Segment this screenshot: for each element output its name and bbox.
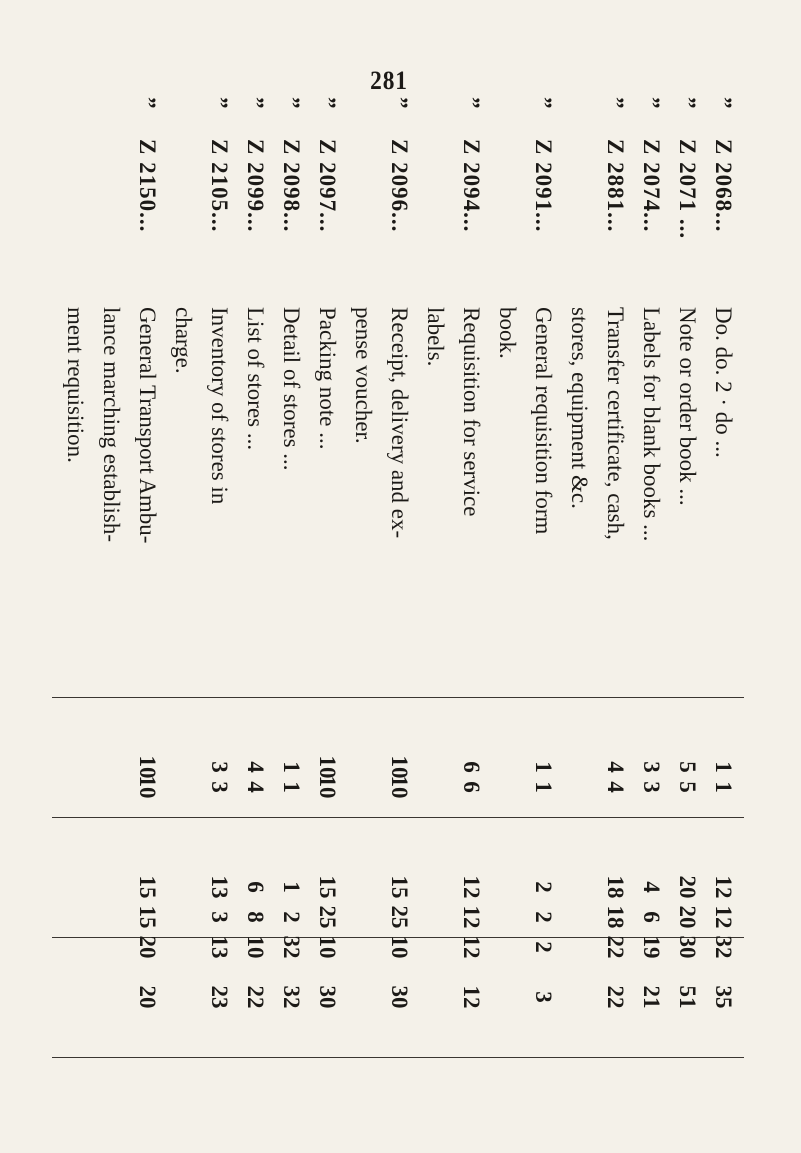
value-col-5: 10 — [387, 935, 412, 959]
value-col-1: 10 — [315, 755, 340, 779]
value-col-2: 10 — [135, 775, 160, 799]
form-number: Z 2096... — [387, 139, 412, 233]
value-col-4: 25 — [315, 905, 340, 929]
ditto-mark: ” — [639, 97, 664, 109]
value-col-3: 15 — [315, 875, 340, 899]
item-description: Transfer certificate, cash, — [603, 307, 628, 540]
item-description: Requisition for service — [459, 307, 484, 517]
form-number: Z 2105... — [207, 139, 232, 233]
value-col-5: 10 — [315, 935, 340, 959]
value-col-6: 51 — [675, 985, 700, 1009]
value-col-6: 12 — [459, 985, 484, 1009]
value-col-4: 2 — [279, 911, 304, 923]
value-col-2: 10 — [387, 775, 412, 799]
value-col-3: 2 — [531, 881, 556, 893]
ditto-mark: ” — [459, 97, 484, 109]
ditto-mark: ” — [279, 97, 304, 109]
value-col-2: 1 — [711, 781, 736, 793]
item-description: Labels for blank books ... — [639, 307, 664, 542]
value-col-6: 32 — [279, 985, 304, 1009]
value-col-3: 4 — [639, 881, 664, 893]
form-number: Z 2091... — [531, 139, 556, 233]
item-description: labels. — [423, 307, 448, 367]
item-description: lance marching establish- — [99, 307, 124, 543]
value-col-6: 22 — [603, 985, 628, 1009]
value-col-5: 13 — [207, 935, 232, 959]
value-col-5: 10 — [243, 935, 268, 959]
form-number: Z 2068... — [711, 139, 736, 233]
value-col-4: 12 — [459, 905, 484, 929]
value-col-2: 4 — [603, 781, 628, 793]
value-col-3: 15 — [135, 875, 160, 899]
ditto-mark: ” — [531, 97, 556, 109]
item-description: book. — [495, 307, 520, 359]
value-col-1: 1 — [531, 761, 556, 773]
item-description: stores, equipment &c. — [567, 307, 592, 509]
value-col-3: 20 — [675, 875, 700, 899]
value-col-2: 6 — [459, 781, 484, 793]
value-col-6: 23 — [207, 985, 232, 1009]
value-col-2: 5 — [675, 781, 700, 793]
ditto-mark: ” — [603, 97, 628, 109]
value-col-5: 20 — [135, 935, 160, 959]
value-col-2: 4 — [243, 781, 268, 793]
value-col-3: 15 — [387, 875, 412, 899]
value-col-5: 30 — [675, 935, 700, 959]
item-description: Receipt, delivery and ex- — [387, 307, 412, 539]
value-col-5: 32 — [711, 935, 736, 959]
ditto-mark: ” — [315, 97, 340, 109]
value-col-3: 18 — [603, 875, 628, 899]
form-number: Z 2074... — [639, 139, 664, 233]
value-col-6: 35 — [711, 985, 736, 1009]
value-col-3: 13 — [207, 875, 232, 899]
value-col-6: 30 — [315, 985, 340, 1009]
value-col-1: 1 — [279, 761, 304, 773]
value-col-4: 3 — [207, 911, 232, 923]
value-col-5: 22 — [603, 935, 628, 959]
value-col-5: 32 — [279, 935, 304, 959]
value-col-4: 25 — [387, 905, 412, 929]
page-number: 281 — [370, 66, 408, 95]
form-number: Z 2098... — [279, 139, 304, 233]
ditto-mark: ” — [711, 97, 736, 109]
value-col-3: 12 — [459, 875, 484, 899]
value-col-4: 12 — [711, 905, 736, 929]
value-col-1: 10 — [387, 755, 412, 779]
value-col-1: 5 — [675, 761, 700, 773]
value-col-1: 6 — [459, 761, 484, 773]
value-col-1: 1 — [711, 761, 736, 773]
value-col-1: 3 — [639, 761, 664, 773]
item-description: Do. do. 2 · do ... — [711, 307, 736, 458]
value-col-6: 30 — [387, 985, 412, 1009]
value-col-2: 10 — [315, 775, 340, 799]
value-col-1: 4 — [603, 761, 628, 773]
value-col-1: 3 — [207, 761, 232, 773]
value-col-6: 20 — [135, 985, 160, 1009]
value-col-6: 21 — [639, 985, 664, 1009]
value-col-4: 18 — [603, 905, 628, 929]
value-col-5: 2 — [531, 941, 556, 953]
ditto-mark: ” — [207, 97, 232, 109]
value-col-4: 8 — [243, 911, 268, 923]
value-col-4: 20 — [675, 905, 700, 929]
value-col-1: 4 — [243, 761, 268, 773]
value-col-4: 6 — [639, 911, 664, 923]
item-description: pense voucher. — [351, 307, 376, 444]
column-rule — [52, 697, 744, 698]
value-col-5: 19 — [639, 935, 664, 959]
form-number: Z 2099... — [243, 139, 268, 233]
item-description: Inventory of stores in — [207, 307, 232, 505]
item-description: General Transport Ambu- — [135, 307, 160, 544]
ditto-mark: ” — [387, 97, 412, 109]
item-description: List of stores ... — [243, 307, 268, 451]
item-description: Detail of stores ... — [279, 307, 304, 471]
form-number: Z 2150... — [135, 139, 160, 233]
value-col-3: 6 — [243, 881, 268, 893]
item-description: ment requisition. — [63, 307, 88, 463]
value-col-2: 1 — [531, 781, 556, 793]
value-col-2: 3 — [639, 781, 664, 793]
item-description: charge. — [171, 307, 196, 374]
value-col-1: 10 — [135, 755, 160, 779]
item-description: Note or order book ... — [675, 307, 700, 506]
value-col-4: 2 — [531, 911, 556, 923]
ditto-mark: ” — [675, 97, 700, 109]
rotated-table — [52, 97, 744, 1097]
form-number: Z 2881... — [603, 139, 628, 233]
value-col-3: 12 — [711, 875, 736, 899]
form-number: Z 2094... — [459, 139, 484, 233]
item-description: Packing note ... — [315, 307, 340, 450]
ditto-mark: ” — [135, 97, 160, 109]
ditto-mark: ” — [243, 97, 268, 109]
value-col-6: 22 — [243, 985, 268, 1009]
item-description: General requisition form — [531, 307, 556, 535]
value-col-5: 12 — [459, 935, 484, 959]
form-number: Z 2097... — [315, 139, 340, 233]
value-col-4: 15 — [135, 905, 160, 929]
value-col-2: 1 — [279, 781, 304, 793]
value-col-3: 1 — [279, 881, 304, 893]
value-col-6: 3 — [531, 991, 556, 1003]
column-rule — [52, 1057, 744, 1058]
value-col-2: 3 — [207, 781, 232, 793]
form-number: Z 2071 ... — [675, 139, 700, 240]
